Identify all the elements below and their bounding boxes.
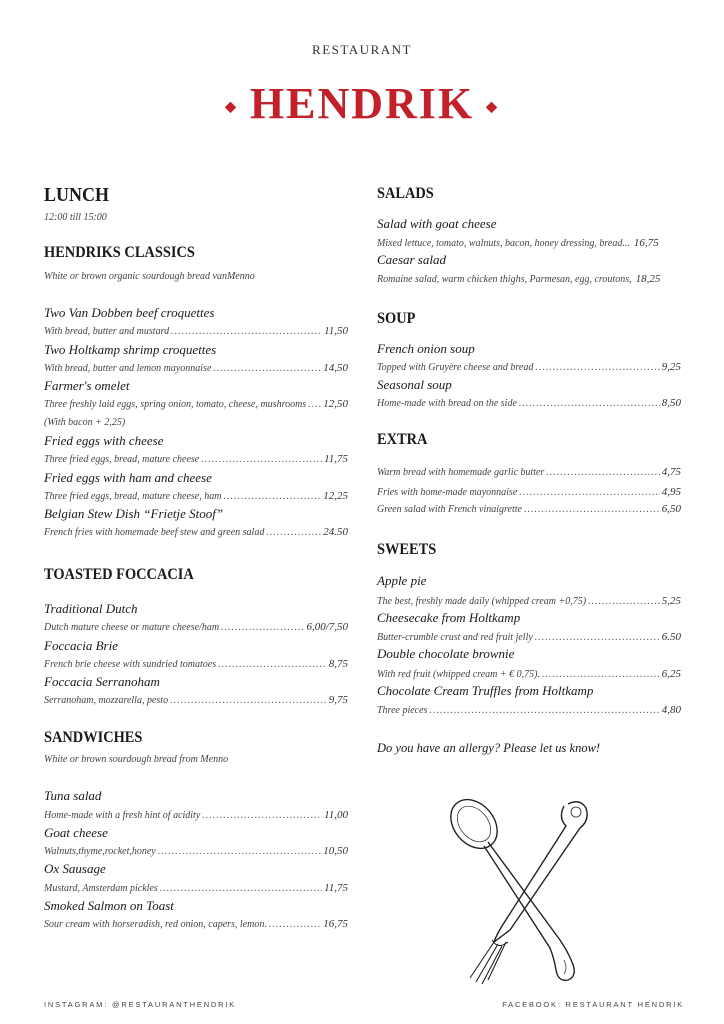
menu-item-desc: Three pieces ..... 4,80 <box>377 704 681 716</box>
menu-item-name: Belgian Stew Dish “Frietje Stoof” <box>44 506 224 521</box>
footer-facebook: FACEBOOK: RESTAURANT HENDRIK <box>502 1000 684 1009</box>
lunch-hours: 12:00 till 15:00 <box>44 212 107 223</box>
menu-item-name: Foccacia Brie <box>44 638 118 653</box>
menu-item-desc: Mixed lettuce, tomato, walnuts, bacon, honey dressing, bread... 16,75 <box>377 237 659 249</box>
section-title-classics: HENDRIKS CLASSICS <box>44 244 195 261</box>
menu-item-desc: With bread, butter and lemon mayonnaise ..... 14,50 <box>44 362 348 374</box>
menu-item-name: Cheesecake from Holtkamp <box>377 610 521 625</box>
menu-item-price: 12,50 <box>323 398 348 410</box>
cutlery-icon <box>440 790 610 990</box>
diamond-icon: ◆ <box>225 100 238 116</box>
menu-item-price: 18,25 <box>635 273 661 285</box>
menu-item-name: Seasonal soup <box>377 377 452 392</box>
menu-item-name: Fried eggs with ham and cheese <box>44 470 212 485</box>
menu-item-name: Fried eggs with cheese <box>44 433 164 448</box>
menu-item-desc: Warm bread with homemade garlic butter ..... 4,75 <box>377 466 681 478</box>
menu-item-desc: Dutch mature cheese or mature cheese/ham ..... 6,00/7,50 <box>44 621 348 633</box>
menu-item-name: Apple pie <box>377 573 427 588</box>
menu-item-price: 16,75 <box>633 237 659 249</box>
menu-item-name: French onion soup <box>377 341 475 356</box>
menu-item-name: Double chocolate brownie <box>377 646 515 661</box>
menu-item-desc: Fries with home-made mayonnaise ..... 4,95 <box>377 486 681 498</box>
menu-item-price: 14,50 <box>323 362 348 374</box>
section-title-sweets: SWEETS <box>377 541 437 558</box>
menu-item-desc: With red fruit (whipped cream + € 0,75). ..... 6,25 <box>377 668 681 680</box>
menu-item-desc: Home-made with a fresh hint of acidity ..... 11,00 <box>44 809 348 821</box>
menu-item-price: 6,00/7,50 <box>306 621 348 633</box>
menu-item-extra: (With bacon + 2,25) <box>44 417 126 428</box>
menu-item-name: Chocolate Cream Truffles from Holtkamp <box>377 683 594 698</box>
menu-item-price: 6,50 <box>661 503 681 515</box>
menu-item-price: 4,75 <box>661 466 681 478</box>
section-note: White or brown sourdough bread from Menno <box>44 754 229 765</box>
menu-item-desc: Romaine salad, warm chicken thighs, Parmesan, egg, croutons, 18,25 <box>377 273 661 285</box>
section-title-soup: SOUP <box>377 310 416 327</box>
menu-item-desc: French fries with homemade beef stew and green salad ..... 24.50 <box>44 526 348 538</box>
menu-item-price: 5,25 <box>661 595 681 607</box>
restaurant-label: RESTAURANT <box>312 42 412 57</box>
menu-item-price: 11,50 <box>324 325 348 337</box>
menu-item-desc: Topped with Gruyère cheese and bread ..... 9,25 <box>377 361 681 373</box>
section-title-salads: SALADS <box>377 185 434 202</box>
menu-item-price: 4,80 <box>661 704 681 716</box>
menu-item-name: Ox Sausage <box>44 861 106 876</box>
menu-item-desc: Three fried eggs, bread, mature cheese, ham ..... 12,25 <box>44 490 348 502</box>
menu-item-name: Goat cheese <box>44 825 108 840</box>
menu-item-name: Two Van Dobben beef croquettes <box>44 305 215 320</box>
menu-item-desc: Serranoham, mozzarella, pesto ..... 9,75 <box>44 694 348 706</box>
menu-item-desc: Home-made with bread on the side ..... 8,50 <box>377 397 681 409</box>
menu-item-price: 9,25 <box>661 361 681 373</box>
menu-item-name: Two Holtkamp shrimp croquettes <box>44 342 217 357</box>
menu-item-desc: French brie cheese with sundried tomatoes ..... 8,75 <box>44 658 348 670</box>
menu-item-price: 10,50 <box>323 845 348 857</box>
menu-item-desc: Butter-crumble crust and red fruit jelly ..... 6.50 <box>377 631 681 643</box>
menu-item-price: 6,25 <box>661 668 681 680</box>
menu-item-desc: Mustard, Amsterdam pickles ..... 11,75 <box>44 882 348 894</box>
menu-item-desc: Three freshly laid eggs, spring onion, tomato, cheese, mushrooms ..... 12,50 <box>44 398 348 410</box>
menu-item-price: 11,00 <box>324 809 348 821</box>
menu-item-desc: The best, freshly made daily (whipped cream +0,75) ..... 5,25 <box>377 595 681 607</box>
restaurant-title <box>0 78 724 129</box>
menu-item-desc: Sour cream with horseradish, red onion, capers, lemon. ..... 16,75 <box>44 918 348 930</box>
menu-item-name: Caesar salad <box>377 252 446 267</box>
menu-item-name: Tuna salad <box>44 788 102 803</box>
menu-item-price: 6.50 <box>661 631 681 643</box>
footer-instagram: INSTAGRAM: @RESTAURANTHENDRIK <box>44 1000 237 1009</box>
menu-item-desc: Three fried eggs, bread, mature cheese ..... 11,75 <box>44 453 348 465</box>
menu-item-name: Farmer's omelet <box>44 378 130 393</box>
menu-item-name: Traditional Dutch <box>44 601 138 616</box>
menu-item-name: Smoked Salmon on Toast <box>44 898 174 913</box>
menu-item-price: 9,75 <box>328 694 348 706</box>
menu-item-desc: With bread, butter and mustard ..... 11,50 <box>44 325 348 337</box>
menu-item-price: 16,75 <box>323 918 348 930</box>
section-title-sandwiches: SANDWICHES <box>44 729 143 746</box>
menu-item-price: 4,95 <box>661 486 681 498</box>
section-title-foccacia: TOASTED FOCCACIA <box>44 566 194 583</box>
menu-item-price: 24.50 <box>323 526 348 538</box>
menu-item-price: 8,75 <box>328 658 348 670</box>
menu-item-price: 11,75 <box>324 882 348 894</box>
menu-item-price: 8,50 <box>661 397 681 409</box>
menu-item-name: Salad with goat cheese <box>377 216 497 231</box>
allergy-notice: Do you have an allergy? Please let us know! <box>377 741 601 755</box>
menu-item-desc: Green salad with French vinaigrette ..... 6,50 <box>377 503 681 515</box>
menu-item-price: 12,25 <box>323 490 348 502</box>
menu-item-desc: Walnuts,thyme,rocket,honey ..... 10,50 <box>44 845 348 857</box>
menu-item-price: 11,75 <box>324 453 348 465</box>
section-title-lunch: LUNCH <box>44 184 110 206</box>
title-text: HENDRIK <box>249 79 475 128</box>
menu-item-name: Foccacia Serranoham <box>44 674 160 689</box>
section-note: White or brown organic sourdough bread vanMenno <box>44 271 255 282</box>
section-title-extra: EXTRA <box>377 431 428 448</box>
diamond-icon: ◆ <box>486 100 499 116</box>
